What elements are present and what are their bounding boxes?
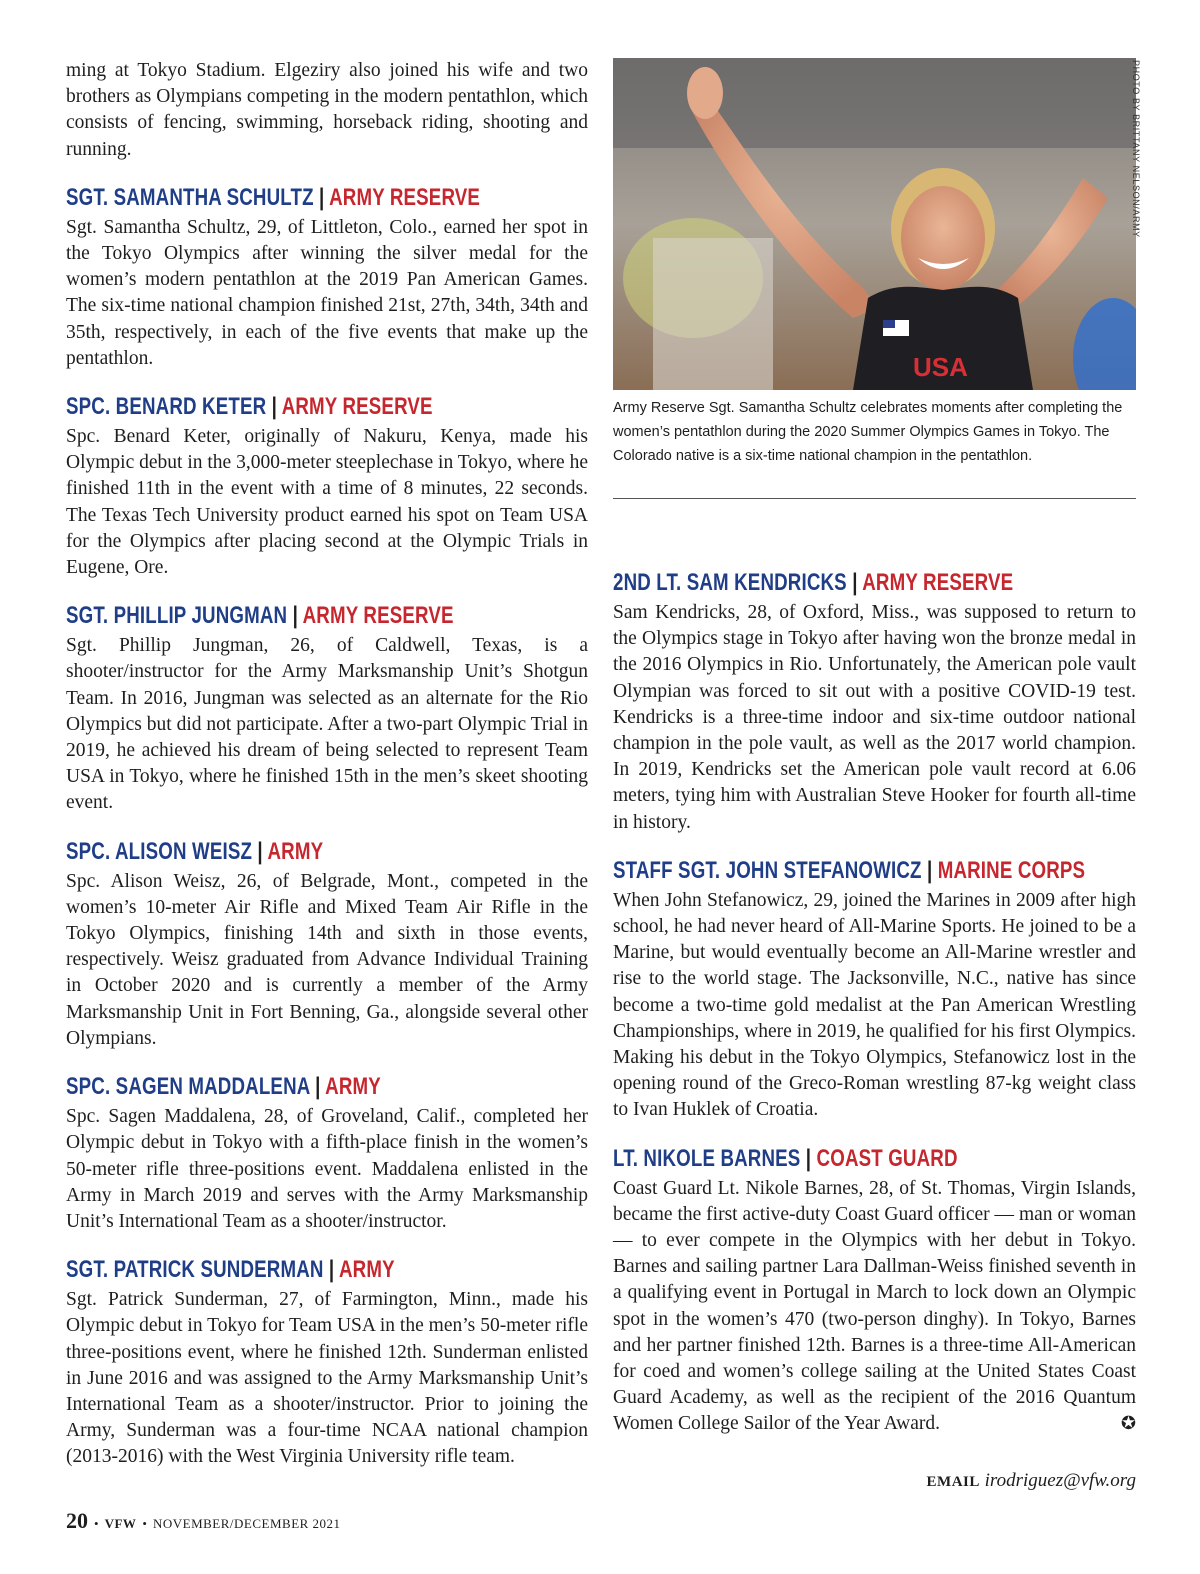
right-column xyxy=(613,548,1136,1438)
profile-jungman xyxy=(66,601,588,816)
profile-maddalena xyxy=(66,1072,588,1235)
email-label: EMAIL xyxy=(926,1474,980,1490)
profile-weisz xyxy=(66,837,588,1052)
section-body: Sam Kendricks, 28, of Oxford, Miss., was supposed to return to the Olympics stage in Tokyo after having won the bronze medal in the 2016 Olympics in Rio. Unfortunately, the American pole vault Olympian was forced to sit out with a positive COVID-19 test. Kendricks is a three-time indoor and six-time outdoor national champion in the pole vault, as well as the 2017 world champion. In 2019, Kendricks set the American pole vault record at 6.06 meters, tying him with Australian Steve Hooker for fourth all-time in history. xyxy=(613,602,1136,833)
svg-text:USA: USA xyxy=(913,352,968,382)
profile-keter xyxy=(66,392,588,581)
section-heading: SPC. SAGEN MADDALENA | ARMY xyxy=(66,1073,381,1101)
section-heading: SPC. ALISON WEISZ | ARMY xyxy=(66,837,324,865)
page-number: 20 xyxy=(66,1508,88,1533)
magazine-name: VFW xyxy=(104,1516,137,1531)
author-email xyxy=(927,1470,1136,1492)
profile-kendricks xyxy=(613,568,1136,836)
section-body: Sgt. Phillip Jungman, 26, of Caldwell, Texas, is a shooter/instructor for the Army Marksmanship Unit’s Shotgun Team. In 2016, Jungman was selected as an alternate for the Rio Olympics but did not participate. After a two-part Olympic Trial in 2019, he achieved his dream of being selected to represent Team USA in Tokyo, where he finished 15th in the men’s skeet shooting event. xyxy=(66,635,588,814)
profile-barnes xyxy=(613,1144,1136,1438)
athlete-photo xyxy=(613,58,1136,390)
profile-sunderman xyxy=(66,1255,588,1470)
section-body: When John Stefanowicz, 29, joined the Marines in 2009 after high school, he had never heard of All-Marine Sports. He joined to be a Marine, but would eventually become an All-Marine wrestler and rise to the world stage. The Jacksonville, N.C., native has since become a two-time gold medalist at the Pan American Wrestling Championships, where in 2019, he qualified for his first Olympics. Making his debut in the Tokyo Olympics, Stefanowicz lost in the opening round of the Greco-Roman wrestling 87-kg weight class to Ivan Huklek of Croatia. xyxy=(613,889,1136,1121)
section-heading: 2ND LT. SAM KENDRICKS | ARMY RESERVE xyxy=(613,569,1014,596)
section-heading: SGT. PHILLIP JUNGMAN | ARMY RESERVE xyxy=(66,602,454,630)
caption-rule xyxy=(613,498,1136,499)
section-body xyxy=(613,1176,1136,1438)
photo-credit: PHOTO BY BRITTANY NELSON/ARMY xyxy=(1131,60,1141,238)
section-body: Sgt. Samantha Schultz, 29, of Littleton, Colo., earned her spot in the Tokyo Olympics after winning the silver medal for the women’s modern pentathlon at the 2019 Pan American Games. The six-time national champion finished 21st, 27th, 34th, 34th and 35th, respectively, in each of the five events that make up the pentathlon. xyxy=(66,216,588,369)
bullet-icon: • xyxy=(94,1516,99,1531)
issue-date: NOVEMBER/DECEMBER 2021 xyxy=(152,1516,341,1531)
barnes-body-text: Coast Guard Lt. Nikole Barnes, 28, of St. Thomas, Virgin Islands, became the first active-duty Coast Guard officer — man or woman — to ever compete in the Olympics with her debut in Tokyo. Barnes and sailing partner Lara Dallman-Weiss finished seventh in a qualifying event in Portugal in March to lock down an Olympic spot in the women’s 470 (two-person dinghy). In Tokyo, Barnes and her partner finished 12th. Barnes is a three-time All-American for coed and women’s college sailing at the United States Coast Guard Academy, as well as the recipient of the 2016 Quantum Women College Sailor of the Year Award. xyxy=(613,1177,1136,1435)
section-body: Spc. Benard Keter, originally of Nakuru, Kenya, made his Olympic debut in the 3,000-meter steeplechase in Tokyo, where he finished 11th in the event with a time of 8 minutes, 22 seconds. The Texas Tech University product earned his spot on Team USA for the Olympics after placing second at the Olympic Trials in Eugene, Ore. xyxy=(66,426,588,579)
section-body: Sgt. Patrick Sunderman, 27, of Farmington, Minn., made his Olympic debut in Tokyo for Team USA in the men’s 50-meter rifle three-positions event, where he finished 12th. Sunderman enlisted in June 2016 and was assigned to the Army Marksmanship Unit’s International Team as a shooter/instructor. Prior to joining the Army, Sunderman was a four-time NCAA national champion (2013-2016) with the West Virginia University rifle team. xyxy=(66,1289,588,1468)
end-mark-icon: ✪ xyxy=(1120,1413,1136,1435)
photo-caption: Army Reserve Sgt. Samantha Schultz celebrates moments after completing the women’s pentathlon during the 2020 Summer Olympics Games in Tokyo. The Colorado native is a six-time national champion in the pentathlon. xyxy=(613,400,1123,464)
left-column xyxy=(66,58,588,1471)
section-heading: STAFF SGT. JOHN STEFANOWICZ | MARINE CORPS xyxy=(613,856,1086,884)
profile-schultz xyxy=(66,183,588,372)
section-heading: SGT. SAMANTHA SCHULTZ | ARMY RESERVE xyxy=(66,183,481,211)
section-body: Spc. Sagen Maddalena, 28, of Groveland, Calif., completed her Olympic debut in Tokyo with a fifth-place finish in the women’s 50-meter rifle three-positions event. Maddalena enlisted in the Army in March 2019 and serves with the Army Marksmanship Unit’s International Team as a shooter/instructor. xyxy=(66,1106,588,1232)
section-heading: SPC. BENARD KETER | ARMY RESERVE xyxy=(66,393,433,421)
athlete-photo-illustration xyxy=(613,58,1136,390)
email-address[interactable]: irodriguez@vfw.org xyxy=(984,1470,1136,1491)
page-footer xyxy=(66,1508,341,1534)
section-heading: SGT. PATRICK SUNDERMAN | ARMY xyxy=(66,1256,395,1284)
bullet-icon: • xyxy=(142,1516,147,1531)
section-body: Spc. Alison Weisz, 26, of Belgrade, Mont., competed in the women’s 10-meter Air Rifle and Mixed Team Air Rifle in the Tokyo Olympics, finishing 14th and sixth in those events, respectively. Weisz graduated from Advance Individual Training in October 2020 and is currently a member of the Army Marksmanship Unit in Fort Benning, Ga., alongside several other Olympians. xyxy=(66,870,588,1049)
intro-paragraph: ming at Tokyo Stadium. Elgeziry also joined his wife and two brothers as Olympians competing in the modern pentathlon, which consists of fencing, swimming, horseback riding, shooting and running. xyxy=(66,60,588,160)
section-heading: LT. NIKOLE BARNES | COAST GUARD xyxy=(613,1144,958,1172)
profile-stefanowicz xyxy=(613,856,1136,1124)
